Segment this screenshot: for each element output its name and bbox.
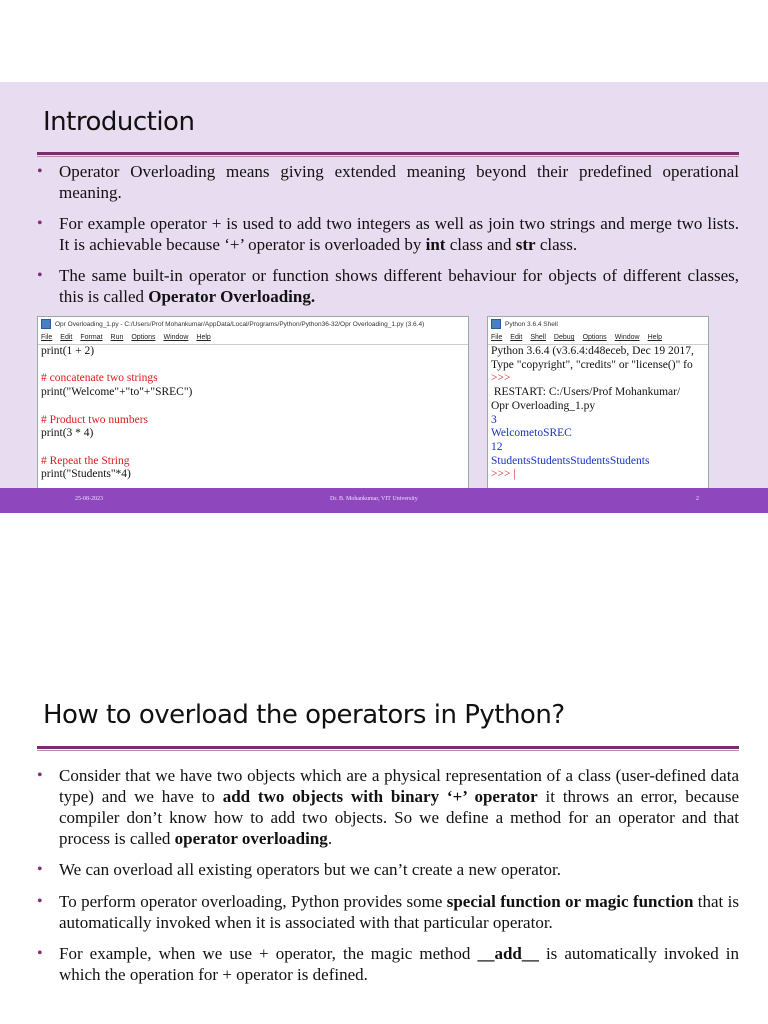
text: We can overload all existing operators but we can’t create a new operator. (59, 860, 561, 879)
bullet-item (37, 161, 739, 203)
bullet-item (37, 943, 739, 985)
menu-item-edit[interactable]: Edit (510, 334, 523, 341)
menu-item-help[interactable]: Help (196, 334, 211, 341)
code-line: Opr Overloading_1.py (491, 399, 596, 412)
code-line: RESTART: C:/Users/Prof Mohankumar/ (491, 386, 681, 399)
python-file-icon (41, 319, 51, 329)
code-line: Type "copyright", "credits" or "license()" fo (491, 358, 693, 371)
code-line: Python 3.6.4 (v3.6.4:d48eceb, Dec 19 2017, (491, 345, 694, 357)
text: For example operator + is used to add two integers as well as join two strings and merge two lists. It is achievable because ‘+’ operator is overloaded by (59, 214, 739, 254)
code-line: WelcometoSREC (491, 427, 572, 440)
text: Consider that we have two objects which are a physical representation of a class (user-defined data type) and we have to (59, 766, 739, 806)
code-line: # Product two numbers (41, 413, 149, 426)
editor-menubar (38, 331, 468, 345)
menu-item-options[interactable]: Options (582, 334, 607, 341)
menu-item-file[interactable]: File (491, 334, 503, 341)
menu-item-edit[interactable]: Edit (60, 334, 73, 341)
text: class. (535, 235, 578, 254)
bold-text: special function or magic function (446, 892, 694, 911)
slide-footer (0, 488, 768, 513)
menu-item-run[interactable]: Run (110, 334, 124, 341)
bullet-item (37, 265, 739, 307)
menu-item-format[interactable]: Format (80, 334, 103, 341)
bullet-item (37, 891, 739, 933)
idle-editor-screenshot (37, 316, 469, 490)
bold-text: str (515, 235, 536, 254)
text: For example, when we use + operator, the magic method (59, 944, 478, 963)
text: To perform operator overloading, Python provides some (59, 892, 447, 911)
shell-titlebar: Python 3.6.4 Shell (488, 317, 708, 331)
editor-titlebar: Opr Overloading_1.py - C:/Users/Prof Mohankumar/AppData/Local/Programs/Python/Python36-32/Opr Overloading_1.py (3.6.4) (38, 317, 468, 331)
slide-2-title: How to overload the operators in Python? (43, 700, 565, 730)
title-underline-thin (37, 750, 739, 751)
footer-page-number: 2 (696, 496, 699, 502)
code-line: print(1 + 2) (41, 345, 95, 357)
shell-menubar (488, 331, 708, 345)
code-line: StudentsStudentsStudentsStudents (491, 454, 650, 467)
title-underline-thin (37, 156, 739, 157)
menu-item-debug[interactable]: Debug (553, 334, 575, 341)
bold-text: Operator Overloading. (148, 287, 316, 306)
slide-1-title: Introduction (43, 107, 195, 137)
footer-author: Dr. B. Mohankumar, VIT University (330, 496, 418, 502)
text: Operator Overloading means giving extended meaning beyond their predefined operational meaning. (59, 162, 739, 202)
editor-code (38, 345, 468, 482)
menu-item-window[interactable]: Window (614, 334, 640, 341)
footer-date: 25-08-2023 (75, 496, 103, 502)
menu-item-file[interactable]: File (41, 334, 53, 341)
code-line (41, 359, 468, 373)
code-line: >>> (491, 372, 511, 385)
menu-item-shell[interactable]: Shell (530, 334, 546, 341)
bold-text: add two objects with binary ‘+’ operator (222, 787, 538, 806)
code-line (41, 400, 468, 414)
code-line (41, 441, 468, 455)
bold-text: __add__ (477, 944, 539, 963)
bullet-item (37, 859, 739, 880)
bold-text: operator overloading (174, 829, 328, 848)
bullet-item (37, 765, 739, 849)
code-line: print("Welcome"+"to"+"SREC") (41, 386, 193, 399)
code-line: print(3 * 4) (41, 427, 94, 440)
python-shell-screenshot (487, 316, 709, 490)
code-line: print("Students"*4) (41, 468, 131, 481)
text: class and (445, 235, 516, 254)
text: is automatically invoked in which the operation for + operator is defined. (59, 944, 739, 984)
title-underline (37, 152, 739, 155)
menu-item-window[interactable]: Window (163, 334, 189, 341)
bold-text: int (425, 235, 446, 254)
code-line: # Repeat the String (41, 454, 130, 467)
title-underline (37, 746, 739, 749)
code-line: 12 (491, 440, 503, 453)
slide-1-bullets (37, 161, 739, 307)
slide-2-bullets (37, 765, 739, 985)
menu-item-options[interactable]: Options (131, 334, 156, 341)
code-line: # concatenate two strings (41, 372, 158, 385)
shell-output (488, 345, 708, 482)
code-line: >>> | (491, 468, 516, 481)
text: The same built-in operator or function shows different behaviour for objects of different classes, this is called (59, 266, 739, 306)
text: it throws an error, because compiler don’t know how to add two objects. So we define a method for an operator and that process is called (59, 787, 739, 848)
python-shell-icon (491, 319, 501, 329)
bullet-item (37, 213, 739, 255)
text: that is automatically invoked when it is associated with that particular operator. (59, 892, 739, 932)
code-line: 3 (491, 413, 497, 426)
menu-item-help[interactable]: Help (647, 334, 662, 341)
text: . (327, 829, 333, 848)
